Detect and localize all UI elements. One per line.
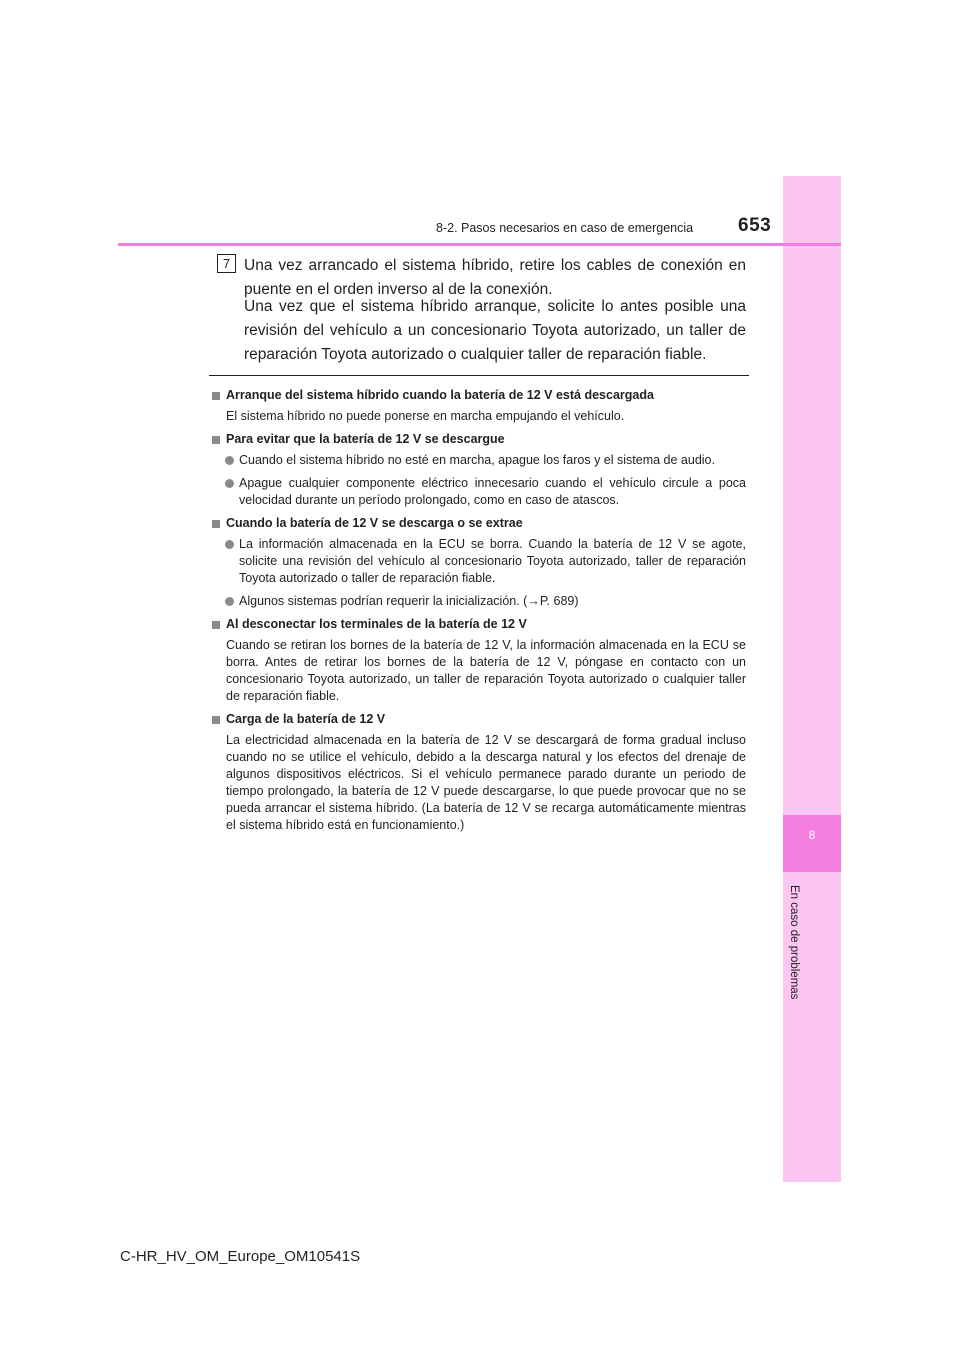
note-heading xyxy=(211,515,746,532)
note-paragraph: Cuando se retiran los bornes de la batería de 12 V, la información almacenada en la ECU se borra. Antes de retirar los bornes de la batería de 12 V, póngase en contacto con un concesionario Toyota autorizado, un taller de reparación Toyota autorizado o cualquier taller de reparación fiable. xyxy=(226,638,746,703)
note-heading xyxy=(211,431,746,448)
document-id: C-HR_HV_OM_Europe_OM10541S xyxy=(120,1248,361,1265)
note-bullet-text: Cuando el sistema híbrido no esté en marcha, apague los faros y el sistema de audio. xyxy=(239,453,715,467)
circle-bullet-icon xyxy=(225,456,234,465)
step-number-box: 7 xyxy=(217,254,236,273)
note-heading-text: Al desconectar los terminales de la batería de 12 V xyxy=(226,617,527,631)
circle-bullet-icon xyxy=(225,597,234,606)
step-note: Una vez que el sistema híbrido arranque, solicite lo antes posible una revisión del vehículo a un concesionario Toyota autorizado, un taller de reparación Toyota autorizado o cualquier taller de reparación fiable. xyxy=(244,298,746,363)
note-bullet xyxy=(211,452,746,469)
square-bullet-icon xyxy=(212,520,220,528)
note-bullet-text: Apague cualquier componente eléctrico innecesario cuando el vehículo circule a poca velocidad durante un período prolongado, como en caso de atascos. xyxy=(239,476,746,507)
page-number: 653 xyxy=(738,215,772,236)
note-bullet xyxy=(211,536,746,587)
square-bullet-icon xyxy=(212,436,220,444)
step-text: Una vez arrancado el sistema híbrido, retire los cables de conexión en puente en el orden inverso al de la conexión. xyxy=(244,257,746,298)
note-heading-text: Carga de la batería de 12 V xyxy=(226,712,386,726)
section-title: 8-2. Pasos necesarios en caso de emergencia xyxy=(436,221,694,235)
chapter-side-tab xyxy=(783,176,841,1182)
note-heading-text: Para evitar que la batería de 12 V se descargue xyxy=(226,432,505,446)
chapter-number: 8 xyxy=(808,828,816,842)
circle-bullet-icon xyxy=(225,540,234,549)
note-heading xyxy=(211,387,746,404)
note-paragraph: El sistema híbrido no puede ponerse en marcha empujando el vehículo. xyxy=(226,409,625,423)
note-heading-text: Cuando la batería de 12 V se descarga o se extrae xyxy=(226,516,523,530)
note-heading xyxy=(211,616,746,633)
header-rule xyxy=(118,243,841,246)
square-bullet-icon xyxy=(212,716,220,724)
square-bullet-icon xyxy=(212,392,220,400)
note-heading-text: Arranque del sistema híbrido cuando la batería de 12 V está descargada xyxy=(226,388,654,402)
notes-section xyxy=(211,387,746,840)
chapter-label: En caso de problemas xyxy=(788,885,800,1000)
note-bullet-text: La información almacenada en la ECU se borra. Cuando la batería de 12 V se agote, solicite una revisión del vehículo al concesionario Toyota autorizado, taller de reparación Toyota autorizado o taller de reparación fiable. xyxy=(239,537,746,585)
note-paragraph: La electricidad almacenada en la batería de 12 V se descargará de forma gradual incluso cuando no se utilice el vehículo, debido a la descarga natural y los efectos del drenaje de algunos dispositivos eléctricos. Si el vehículo permanece parado durante un periodo de tiempo prolongado, la batería de 12 V puede descargarse, lo que puede provocar que no se pueda arrancar el sistema híbrido. (La batería de 12 V se recarga automáticamente mientras el sistema híbrido está en funcionamiento.) xyxy=(226,733,746,832)
square-bullet-icon xyxy=(212,621,220,629)
page-reference-link[interactable]: Algunos sistemas podrían requerir la inicialización. (→P. 689) xyxy=(239,594,579,608)
note-bullet xyxy=(211,475,746,509)
circle-bullet-icon xyxy=(225,479,234,488)
note-bullet xyxy=(211,593,746,610)
notes-divider xyxy=(209,375,749,376)
note-heading xyxy=(211,711,746,728)
chapter-number-tab[interactable] xyxy=(783,815,841,872)
chapter-label-container xyxy=(788,885,808,1000)
